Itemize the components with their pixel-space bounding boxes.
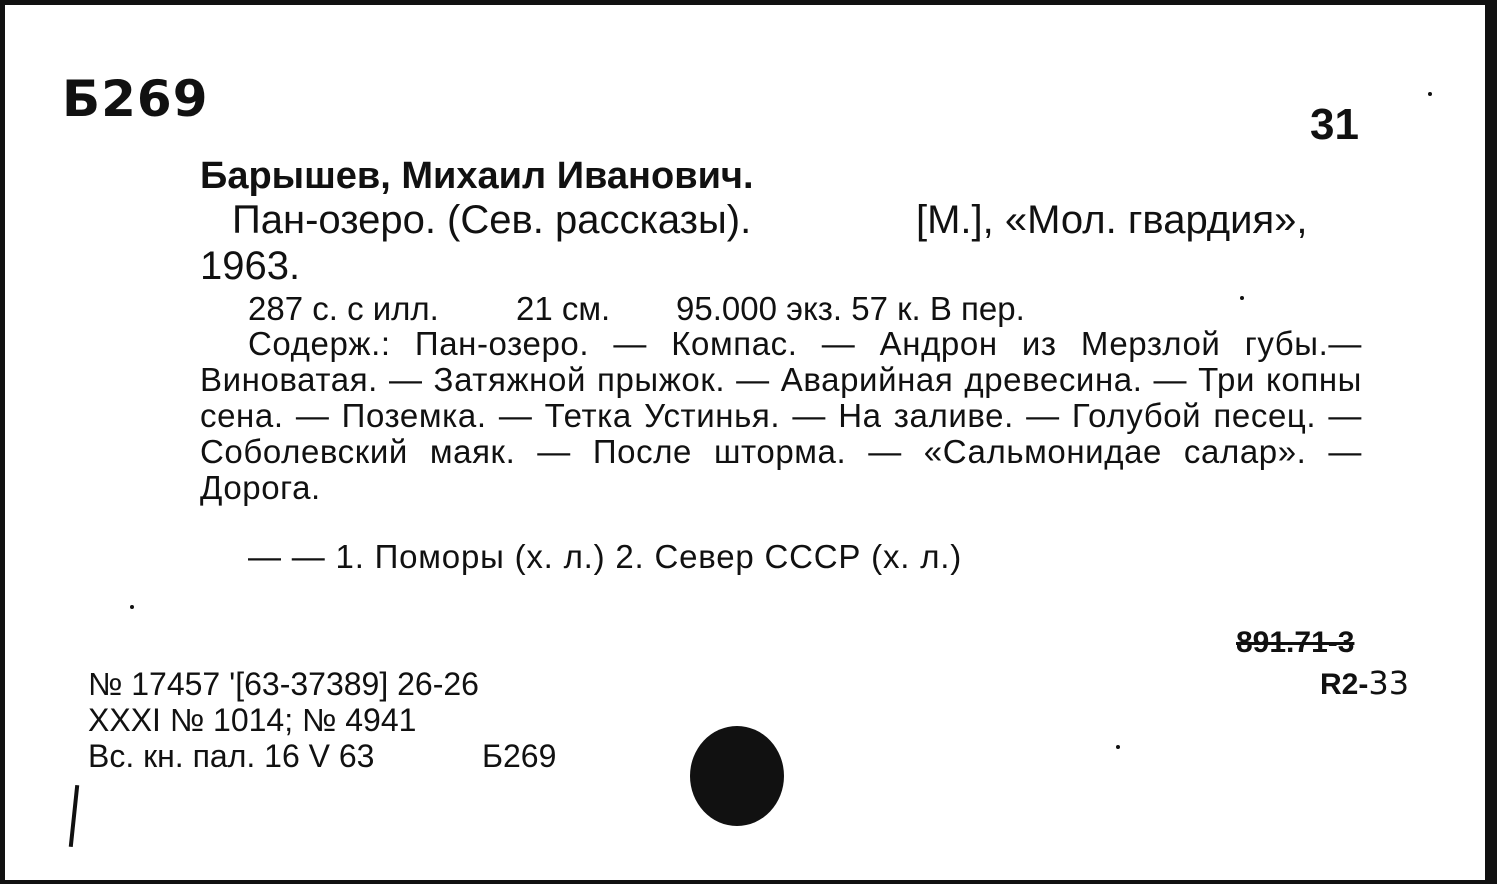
speck xyxy=(1116,745,1120,749)
card-border-right xyxy=(1485,0,1497,884)
udc-code-printed: R2- xyxy=(1320,668,1369,701)
speck xyxy=(1428,92,1432,96)
biblio-line-1: № 17457 '[63-37389] 26-26 xyxy=(88,666,479,702)
card-border-left xyxy=(0,0,5,884)
udc-code-handwritten: 33 xyxy=(1368,664,1410,702)
udc-struck-code: 891.71-3 xyxy=(1236,626,1355,659)
punch-hole xyxy=(690,726,784,826)
biblio-line-2: XXXI № 1014; № 4941 xyxy=(88,702,417,738)
shelf-mark: Б269 xyxy=(62,70,209,128)
biblio-chamber-ref: Вс. кн. пал. 16 V 63 xyxy=(88,738,375,774)
pen-mark xyxy=(69,785,79,847)
publication-year: 1963. xyxy=(200,244,301,288)
udc-code xyxy=(1320,664,1409,702)
publisher: [М.], «Мол. гвардия», xyxy=(916,198,1308,242)
collation-size: 21 см. xyxy=(516,290,611,327)
contents-note: Содерж.: Пан-озеро. — Компас. — Андрон из Мерзлой губы.— Виноватая. — Затяжной прыжок. — Аварийная древесина. — Три копны сена. — Поземка. — Тетка Устинья. — На заливе. — Голубой песец. — Соболевский маяк. — После шторма. — «Сальмонидае салар». — Дорога. xyxy=(200,325,1362,506)
collation-print-run: 95.000 экз. 57 к. В пер. xyxy=(676,290,1025,327)
author-heading: Барышев, Михаил Иванович. xyxy=(200,155,754,197)
collation xyxy=(248,290,1025,327)
speck xyxy=(1240,296,1244,300)
subject-headings: — — 1. Поморы (х. л.) 2. Север СССР (х. л.) xyxy=(248,538,963,575)
card-border-top xyxy=(0,0,1497,5)
biblio-shelf-code: Б269 xyxy=(482,738,557,774)
biblio-line-3 xyxy=(88,738,557,775)
title-line xyxy=(232,198,1360,242)
speck xyxy=(130,605,134,609)
collation-pages: 287 с. с илл. xyxy=(248,290,439,327)
title: Пан-озеро. (Сев. рассказы). xyxy=(232,198,752,242)
card-border-bottom xyxy=(0,880,1497,884)
card-number: 31 xyxy=(1310,100,1359,149)
